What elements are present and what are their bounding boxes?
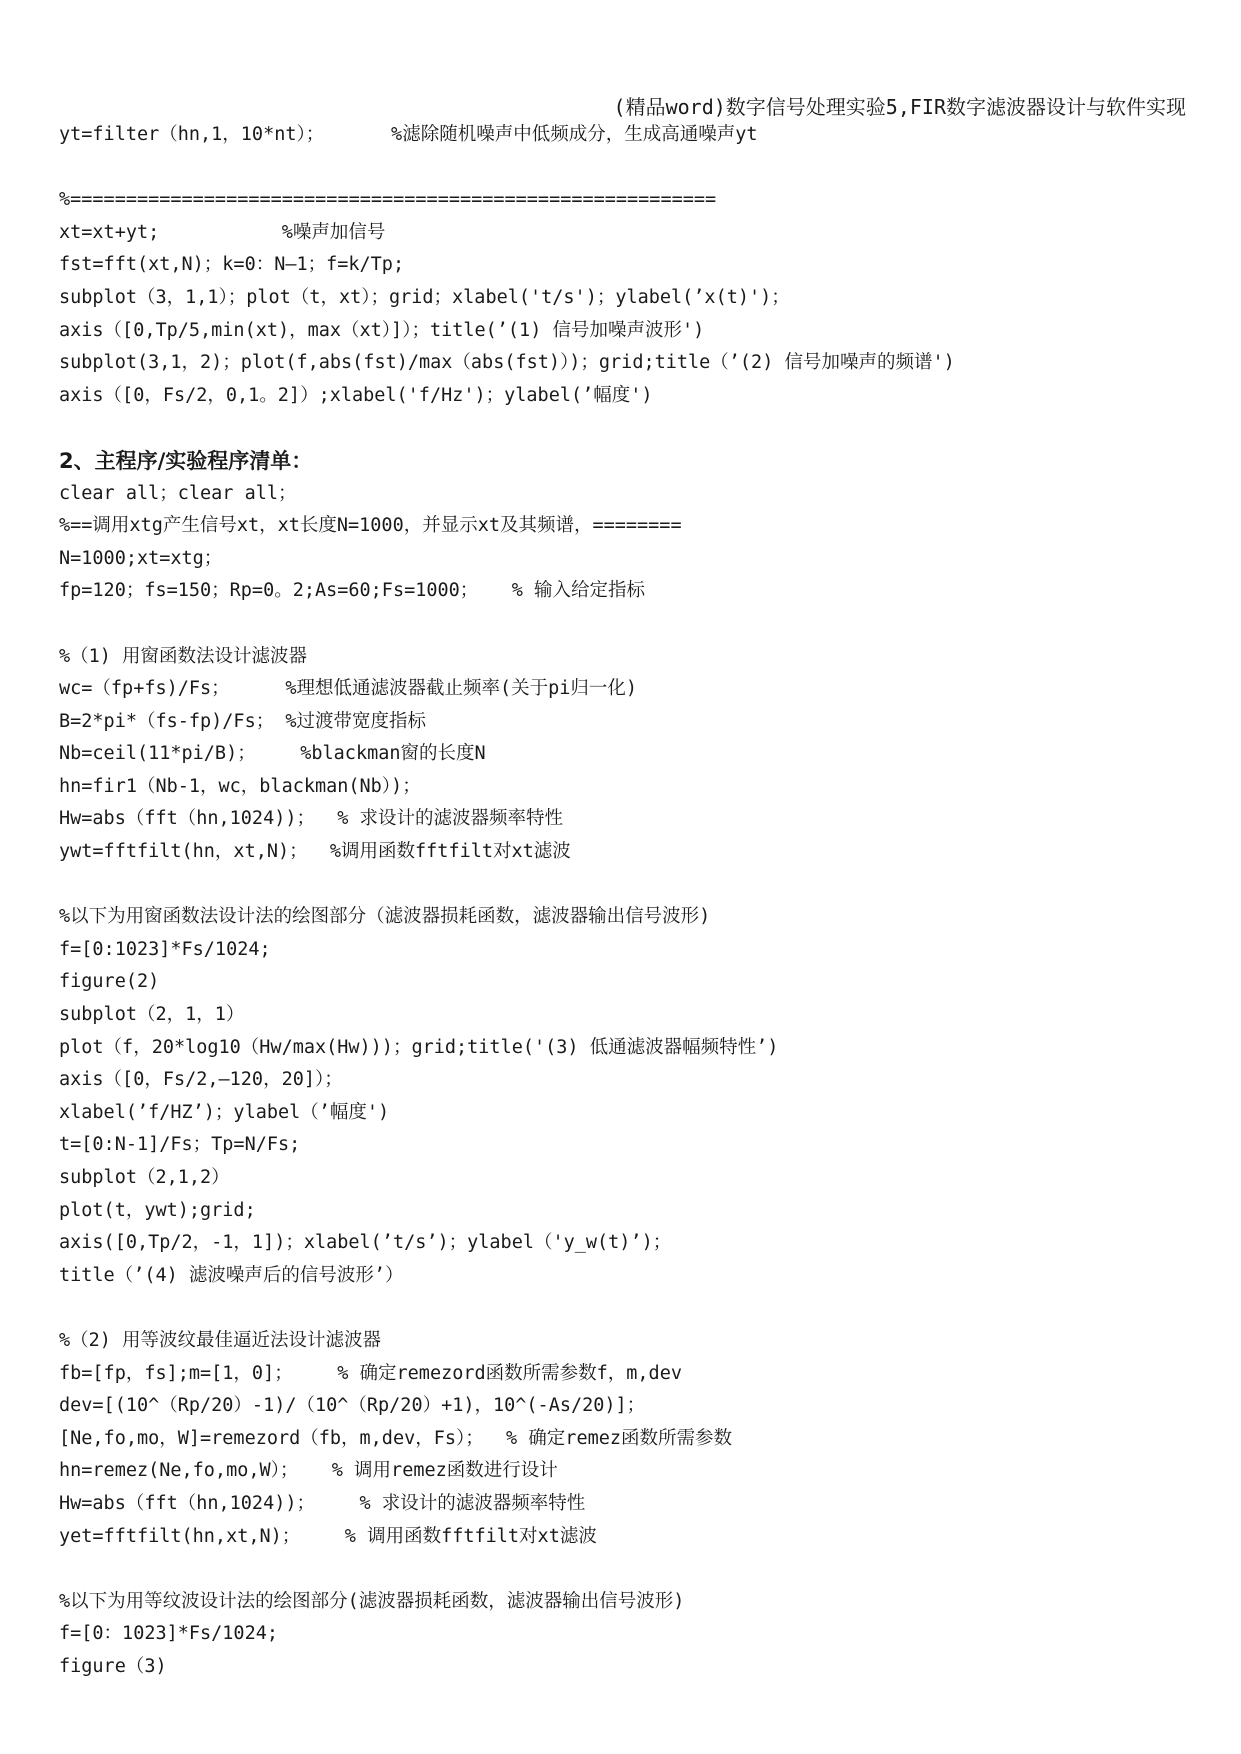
code-line: %（2) 用等波纹最佳逼近法设计滤波器: [59, 1329, 382, 1351]
code-line: ywt=fftfilt(hn，xt,N)； %调用函数fftfilt对xt滤波: [59, 841, 571, 863]
code-line: t=[0:N-1]/Fs；Tp=N/Fs;: [59, 1134, 301, 1156]
page-header: (精品word)数字信号处理实验5,FIR数字滤波器设计与软件实现: [613, 95, 1186, 119]
code-line: figure（3): [59, 1655, 167, 1677]
code-line: fp=120；fs=150；Rp=0。2;As=60;Fs=1000； % 输入给定指标: [59, 580, 645, 602]
blank-line: [59, 152, 1199, 185]
code-line: subplot(3,1，2)；plot(f,abs(fst)/max（abs(fst)）)；grid;title（’(2) 信号加噪声的频谱'): [59, 352, 955, 374]
code-line: plot（f，20*log10（Hw/max(Hw)))；grid;title('(3) 低通滤波器幅频特性’): [59, 1036, 779, 1058]
code-line: xlabel(’f/HZ’)；ylabel（’幅度'): [59, 1101, 390, 1123]
code-line: title（’(4) 滤波噪声后的信号波形’）: [59, 1264, 404, 1286]
blank-line: [59, 869, 1199, 902]
code-line: axis([0,Tp/2，-1，1])；xlabel(’t/s’)；ylabel（'y_w(t)’)；: [59, 1232, 672, 1254]
blank-line: [59, 1292, 1199, 1325]
code-line: figure(2): [59, 971, 160, 993]
blank-line: [59, 608, 1199, 641]
code-line: Hw=abs（fft（hn,1024))； % 求设计的滤波器频率特性: [59, 808, 564, 830]
code-line: hn=remez(Ne,fo,mo,W）； % 调用remez函数进行设计: [59, 1460, 558, 1482]
code-line: Nb=ceil(11*pi/B)； %blackman窗的长度N: [59, 743, 486, 765]
code-line: plot(t，ywt);grid;: [59, 1199, 256, 1221]
code-line: %以下为用等纹波设计法的绘图部分(滤波器损耗函数，滤波器输出信号波形): [59, 1590, 685, 1612]
code-line: hn=fir1（Nb-1，wc，blackman(Nb）)；: [59, 775, 421, 797]
blank-line: [59, 1553, 1199, 1586]
code-line: Hw=abs（fft（hn,1024))； % 求设计的滤波器频率特性: [59, 1492, 586, 1514]
code-line: axis（[0，Fs/2,—120，20]）；: [59, 1069, 343, 1091]
code-line: subplot（3，1,1）；plot（t，xt）；grid；xlabel('t/s')；ylabel(’x(t)')；: [59, 286, 790, 308]
code-line: B=2*pi*（fs-fp)/Fs； %过渡带宽度指标: [59, 710, 426, 732]
code-line: subplot（2,1,2）: [59, 1167, 230, 1188]
code-line: [Ne,fo,mo，W]=remezord（fb，m,dev，Fs）； % 确定remez函数所需参数: [59, 1427, 732, 1449]
code-line: yt=filter（hn,1，10*nt）； %滤除随机噪声中低频成分，生成高通噪声yt: [59, 124, 758, 145]
code-line: xt=xt+yt; %噪声加信号: [59, 221, 386, 243]
code-line: %==========================================================: [59, 189, 717, 211]
code-line: wc=（fp+fs)/Fs； %理想低通滤波器截止频率(关于pi归一化): [59, 678, 638, 700]
code-line: dev=[(10^（Rp/20）-1)/（10^（Rp/20）+1)，10^(-As/20)]；: [59, 1395, 646, 1417]
code-line: f=[0：1023]*Fs/1024;: [59, 1623, 278, 1645]
code-listing: [59, 119, 1199, 1684]
code-line: N=1000;xt=xtg；: [59, 547, 223, 569]
code-line: f=[0:1023]*Fs/1024;: [59, 938, 271, 960]
code-line: subplot（2，1，1）: [59, 1004, 245, 1026]
blank-line: [59, 412, 1199, 445]
code-line: fb=[fp，fs];m=[1，0]； % 确定remezord函数所需参数f，m,dev: [59, 1362, 682, 1384]
code-line: %（1) 用窗函数法设计滤波器: [59, 645, 308, 667]
code-line: %以下为用窗函数法设计法的绘图部分（滤波器损耗函数，滤波器输出信号波形): [59, 906, 711, 928]
code-line: yet=fftfilt(hn,xt,N)； % 调用函数fftfilt对xt滤波: [59, 1525, 597, 1547]
section-heading: 2、主程序/实验程序清单：: [59, 448, 313, 473]
code-line: axis（[0,Tp/5,min(xt)，max（xt）]）；title(’(1) 信号加噪声波形'): [59, 319, 705, 341]
code-line: %==调用xtg产生信号xt，xt长度N=1000，并显示xt及其频谱，========: [59, 515, 682, 537]
code-line: axis（[0，Fs/2，0,1。2]）;xlabel('f/Hz')；ylabel(’幅度'): [59, 384, 653, 406]
code-line: fst=fft(xt,N)；k=0：N—1；f=k/Tp;: [59, 254, 405, 276]
code-line: clear all；clear all；: [59, 482, 297, 504]
